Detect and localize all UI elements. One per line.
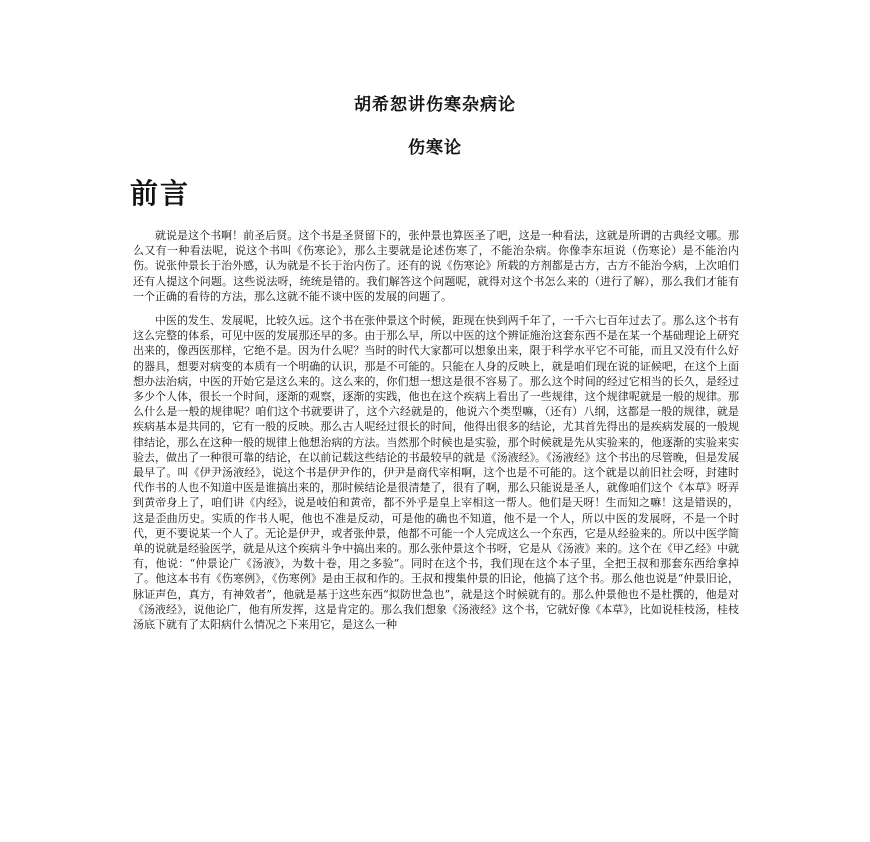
paragraph-1: 就说是这个书啊！前圣后贤。这个书是圣贤留下的，张仲景也算医圣了吧，这是一种看法，这就是所谓的古典经文哪。那么又有一种看法呢，说这个书叫《伤寒论》，那么主要就是论述伤寒了，不能治杂病。你像李东垣说（伤寒论）是不能治内伤。说张仲景长于治外感，认为就是不长于治内伤了。还有的说《伤寒论》所载的方剂都是古方，古方不能治今病，上次咱们还有人提这个问题。这些说法呀，统统是错的。我们解答这个问题呢，就得对这个书怎么来的（进行了解），那么我们才能有一个正确的看待的方法，那么这就不能不谈中医的发展的问题了。	[133, 229, 739, 303]
section-title: 伤寒论	[408, 138, 462, 158]
chapter-heading: 前言	[130, 177, 191, 210]
body-text	[133, 228, 739, 632]
book-title: 胡希恕讲伤寒杂病论	[354, 95, 516, 115]
paragraph-2: 中医的发生、发展呢，比较久远。这个书在张仲景这个时候，距现在快到两千年了，一千六七百年过去了。那么这个书有这么完整的体系，可见中医的发展那还早的多。由于那么早，所以中医的这个辨证施治这套东西不是在某一个基础理论上研究出来的，像西医那样，它绝不是。因为什么呢？当时的时代大家都可以想象出来，限于科学水平它不可能，而且又没有什么好的器具，想要对病变的本质有一个明确的认识，那是不可能的。只能在人身的反映上，就是咱们现在说的证候吧，在这个上面想办法治病，中医的开始它是这么来的。这么来的，你们想一想这是很不容易了。那么这个时间的经过它相当的长久，是经过多少个人体，很长一个时间，逐渐的观察，逐渐的实践，他也在这个疾病上看出了一些规律，这个规律呢就是一般的规律。那么什么是一般的规律呢？咱们这个书就要讲了，这个六经就是的，他说六个类型嘛，（还有）八纲，这都是一般的规律，就是疾病基本是共同的，它有一般的反映。那么古人呢经过很长的时间，他得出很多的结论，尤其首先得出的是疾病发展的一般规律结论，那么在这种一般的规律上他想治病的方法。当然那个时候也是实验，那个时候就是先从实验来的，他逐渐的实验来实验去，做出了一种很可靠的结论，在以前记载这些结论的书最较早的就是《汤液经》。《汤液经》这个书出的尽管晚，但是发展最早了。叫《伊尹汤液经》，说这个书是伊尹作的，伊尹是商代宰相啊，这个也是不可能的。这个就是以前旧社会呀，封建时代作书的人也不知道中医是谁搞出来的，那时候结论是很清楚了，很有了啊，那么只能说是圣人，就像咱们这个《本草》呀弄到黄帝身上了，咱们讲《内经》，说是岐伯和黄帝，都不外乎是皇上宰相这一帮人。他们是天呀！生而知之嘛！这是错误的，这是歪曲历史。实质的作书人呢，他也不准是反动，可是他的确也不知道，他不是一个人，所以中医的发展呀，不是一个时代，更不要说某一个人了。无论是伊尹，或者张仲景，他都不可能一个人完成这么一个东西，它是从经验来的。所以中医学简单的说就是经验医学，就是从这个疾病斗争中搞出来的。那么张仲景这个书呀，它是从《汤液》来的。这个在《甲乙经》中就有，他说：“仲景论广《汤液》，为数十卷，用之多验”。同时在这个书，我们现在这个本子里，全把王叔和那套东西给拿掉了。他这本书有《伤寒例》，《伤寒例》是由王叔和作的。王叔和搜集仲景的旧论，他搞了这个书。那么他也说是“仲景旧论，脉证声色，真方，有神效者”，他就是基于这些东西“拟防世急也”，就是这个时候就有的。那么仲景他也不是杜撰的，他是对《汤液经》，说他论广，他有所发挥，这是肯定的。那么我们想象《汤液经》这个书，它就好像《本草》，比如说桂枝汤，桂枝汤底下就有了太阳病什么情况之下来用它，是这么一种	[133, 314, 739, 632]
